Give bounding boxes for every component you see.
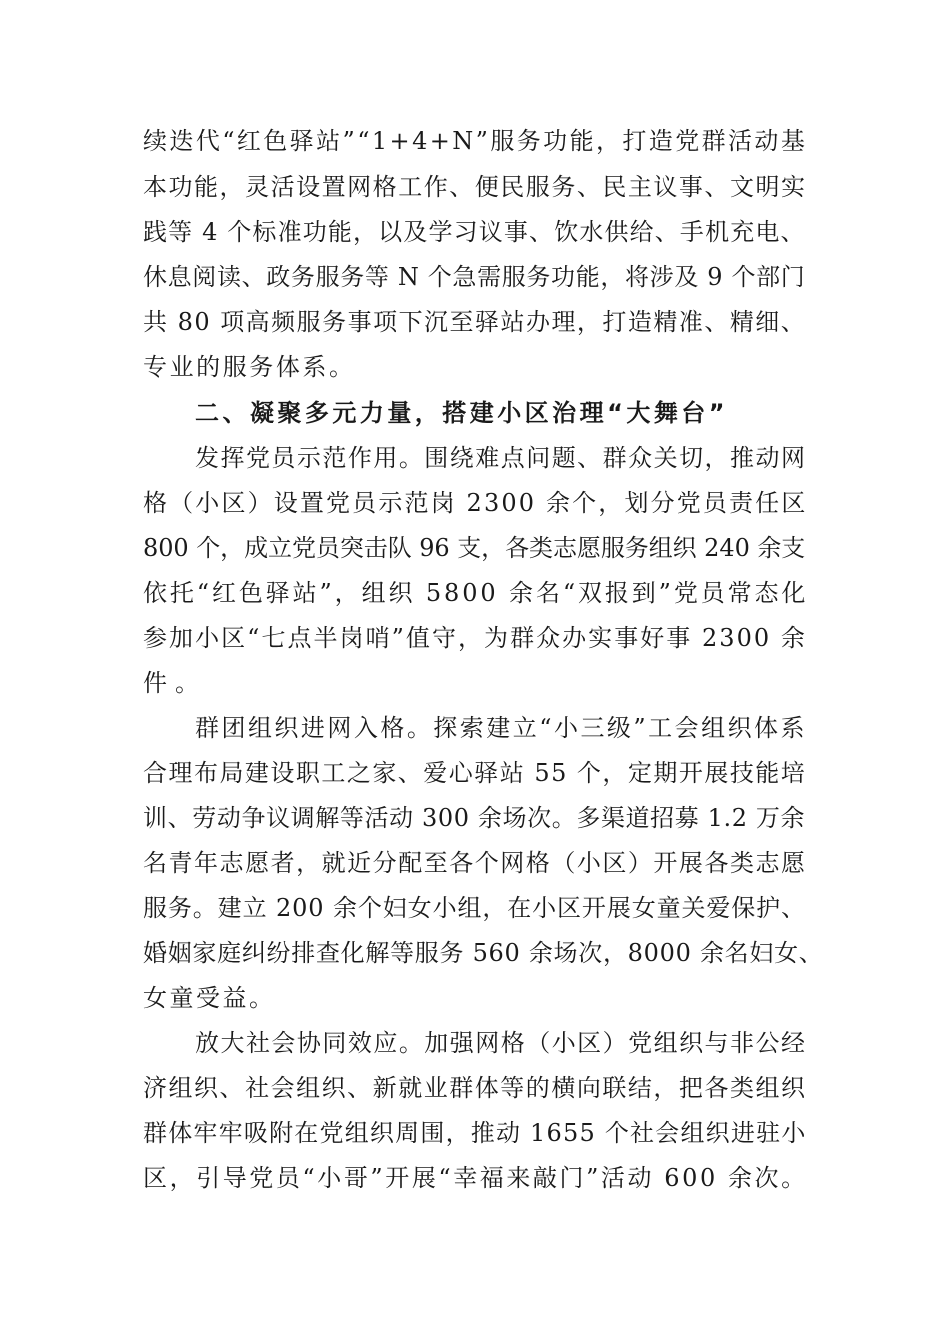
paragraph-party-members-line-2: 格（小区）设置党员示范岗 2300 余个，划分党员责任区 (143, 489, 808, 517)
paragraph-mass-organizations-line-5: 服务。建立 200 余个妇女小组，在小区开展女童关爱保护、 (143, 894, 806, 922)
body-line-3: 践等 4 个标准功能，以及学习议事、饮水供给、手机充电、 (143, 218, 806, 246)
section-heading: 二、凝聚多元力量，搭建小区治理“大舞台” (195, 399, 729, 427)
paragraph-party-members-line-6: 件。 (143, 669, 207, 697)
body-line-6: 专业的服务体系。 (143, 353, 356, 381)
paragraph-mass-organizations-line-7: 女童受益。 (143, 984, 276, 1012)
paragraph-mass-organizations-line-3: 训、劳动争议调解等活动 300 余场次。多渠道招募 1.2 万余 (143, 804, 806, 832)
body-line-2: 本功能，灵活设置网格工作、便民服务、民主议事、文明实 (143, 173, 807, 201)
paragraph-social-synergy-line-4: 区，引导党员“小哥”开展“幸福来敲门”活动 600 余次。 (143, 1164, 808, 1192)
paragraph-party-members-line-1: 发挥党员示范作用。围绕难点问题、群众关切，推动网 (195, 444, 807, 472)
paragraph-social-synergy-line-2: 济组织、社会组织、新就业群体等的横向联结，把各类组织 (143, 1074, 807, 1102)
paragraph-mass-organizations-line-2: 合理布局建设职工之家、爱心驿站 55 个，定期开展技能培 (143, 759, 807, 787)
paragraph-mass-organizations-line-1: 群团组织进网入格。探索建立“小三级”工会组织体系 (195, 714, 808, 742)
paragraph-mass-organizations-line-6: 婚姻家庭纠纷排查化解等服务 560 余场次，8000 余名妇女、 (143, 939, 824, 967)
body-line-4: 休息阅读、政务服务等 N 个急需服务功能，将涉及 9 个部门 (143, 263, 806, 291)
paragraph-mass-organizations-line-4: 名青年志愿者，就近分配至各个网格（小区）开展各类志愿 (143, 849, 807, 877)
body-line-1: 续迭代“红色驿站”“1+4+N”服务功能，打造党群活动基 (143, 127, 808, 155)
body-line-5: 共 80 项高频服务事项下沉至驿站办理，打造精准、精细、 (143, 308, 807, 336)
paragraph-social-synergy-line-3: 群体牢牢吸附在党组织周围，推动 1655 个社会组织进驻小 (143, 1119, 807, 1147)
paragraph-party-members-line-3: 800 个，成立党员突击队 96 支，各类志愿服务组织 240 余支 (143, 534, 806, 562)
paragraph-social-synergy-line-1: 放大社会协同效应。加强网格（小区）党组织与非公经 (195, 1029, 807, 1057)
paragraph-party-members-line-4: 依托“红色驿站”，组织 5800 余名“双报到”党员常态化 (143, 579, 809, 607)
paragraph-party-members-line-5: 参加小区“七点半岗哨”值守，为群众办实事好事 2300 余 (143, 624, 807, 652)
